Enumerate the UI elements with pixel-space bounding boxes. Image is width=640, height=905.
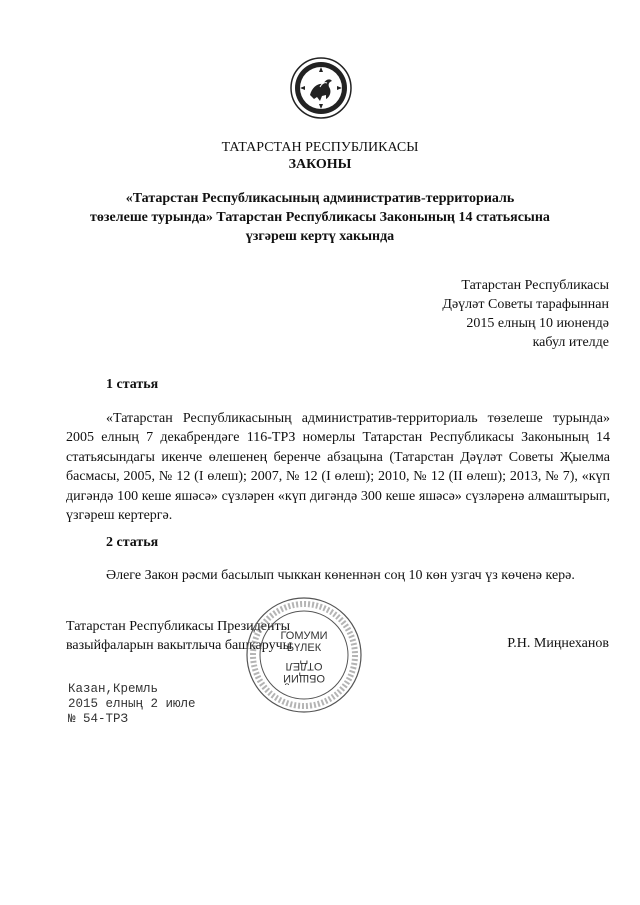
law-heading-line: төзелеше турында» Татарстан Республикасы Законының 14 статьясына [90,210,550,225]
document-place: Казан,Кремль [68,682,159,696]
signatory-position-line: вазыйфаларын вакытлыча башкаручы [66,638,293,653]
official-stamp [245,596,363,714]
stamp-line: ОТДЕЛ [285,660,323,672]
adoption-block [442,276,609,352]
article-1-text: «Татарстан Республикасының административ-территориаль төзелеше турында» 2005 елның 7 декабрендәге 116-ТРЗ номерлы Татарстан Республикасы Законының 14 статьясындагы икенче өлешенең беренче абзацына (Татарстан Дәүләт Советы Җыелма басмасы, 2005, № 12 (I өлеш); 2007, № 12 (I өлеш); 2010, № 12 (II өлеш); 2013, № 7), «күп дигәндә 100 кеше яшәсә» сүзләрен «күп дигәндә 300 кеше яшәсә» сүзләренә алмаштырып, үзгәреш кертергә. [66,411,610,524]
law-title: ЗАКОНЫ [288,157,352,172]
stamp-line: ОБЩИЙ [283,672,325,684]
adoption-line: 2015 елның 10 июнендә [466,316,609,331]
signatory-position-line: Татарстан Республикасы Президенты [66,619,290,634]
stamp-ring-icon [245,596,363,714]
law-heading-line: «Татарстан Республикасының административ-территориаль [125,191,515,206]
article-1-title: 1 статья [106,377,159,392]
stamp-line: БҮЛЕК [286,642,322,654]
document-number: № 54-ТРЗ [68,712,129,726]
article-2-title: 2 статья [106,535,159,550]
law-heading [0,189,640,246]
stamp-line: ГОМУМИ [280,630,328,642]
document-meta [68,682,196,727]
republic-title: ТАТАРСТАН РЕСПУБЛИКАСЫ [221,140,419,155]
signatory-name: Р.Н. Миңнеханов [507,636,609,651]
document-date: 2015 елның 2 июле [68,697,196,711]
coat-of-arms-emblem [290,57,352,119]
adoption-line: кабул ителде [532,335,609,350]
adoption-line: Татарстан Республикасы [461,278,609,293]
article-2-text: Әлеге Закон рәсми басылып чыккан көненнән соң 10 көн узгач үз көченә керә. [106,568,575,583]
adoption-line: Дәүләт Советы тарафыннан [442,297,609,312]
law-heading-line: үзгәреш кертү хакында [245,229,395,244]
